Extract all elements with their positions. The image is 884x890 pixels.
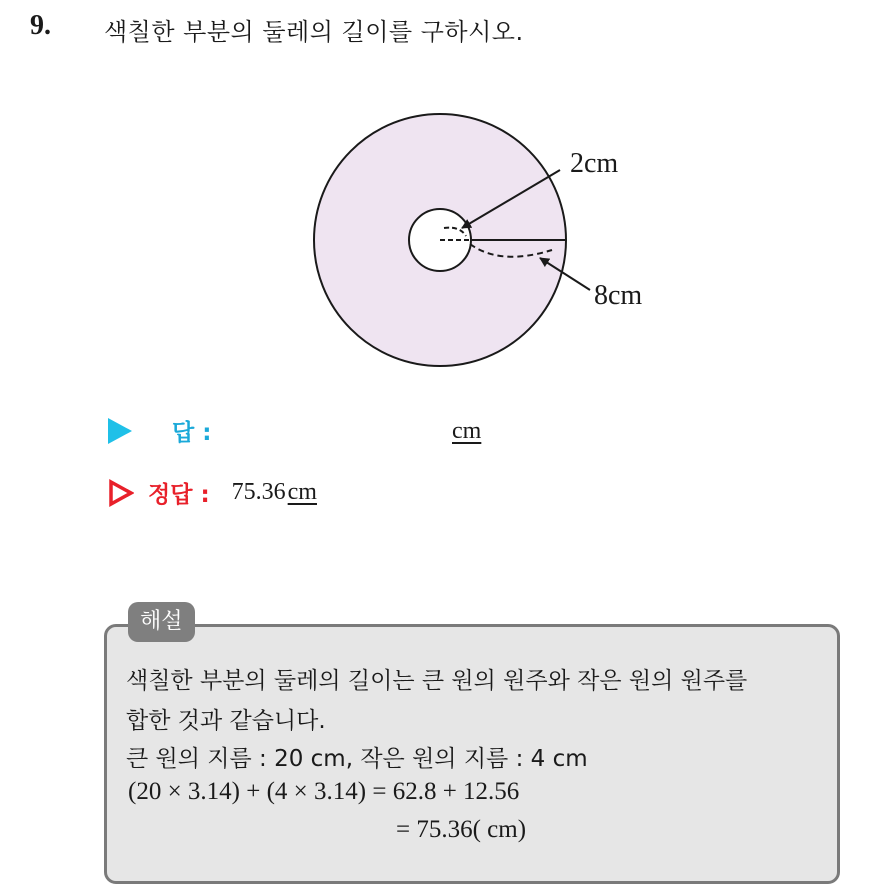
explanation-line-2: 합한 것과 같습니다. (126, 708, 326, 734)
explanation-tag: 해설 (128, 602, 195, 642)
label-2cm: 2cm (570, 148, 619, 179)
correct-label: 정답 : (148, 482, 210, 508)
answer-unit: cm (452, 418, 482, 444)
correct-value: 75.36 (231, 479, 286, 505)
outline-triangle-icon (108, 479, 134, 507)
explanation-line-4: (20 × 3.14) + (4 × 3.14) = 62.8 + 12.56 (128, 778, 520, 805)
question-number: 9. (30, 10, 51, 41)
question-text: 색칠한 부분의 둘레의 길이를 구하시오. (104, 18, 524, 46)
annulus-figure (0, 0, 884, 400)
explanation-line-1: 색칠한 부분의 둘레의 길이는 큰 원의 원주와 작은 원의 원주를 (126, 668, 748, 694)
answer-label: 답 : (172, 420, 212, 446)
correct-unit: cm (287, 479, 317, 505)
play-triangle-icon (108, 418, 132, 444)
correct-answer-row (108, 476, 317, 509)
answer-row (108, 414, 211, 447)
explanation-line-5: = 75.36( cm) (396, 816, 527, 843)
label-8cm: 8cm (594, 280, 643, 311)
explanation-line-3: 큰 원의 지름 : 20 cm, 작은 원의 지름 : 4 cm (126, 746, 588, 772)
